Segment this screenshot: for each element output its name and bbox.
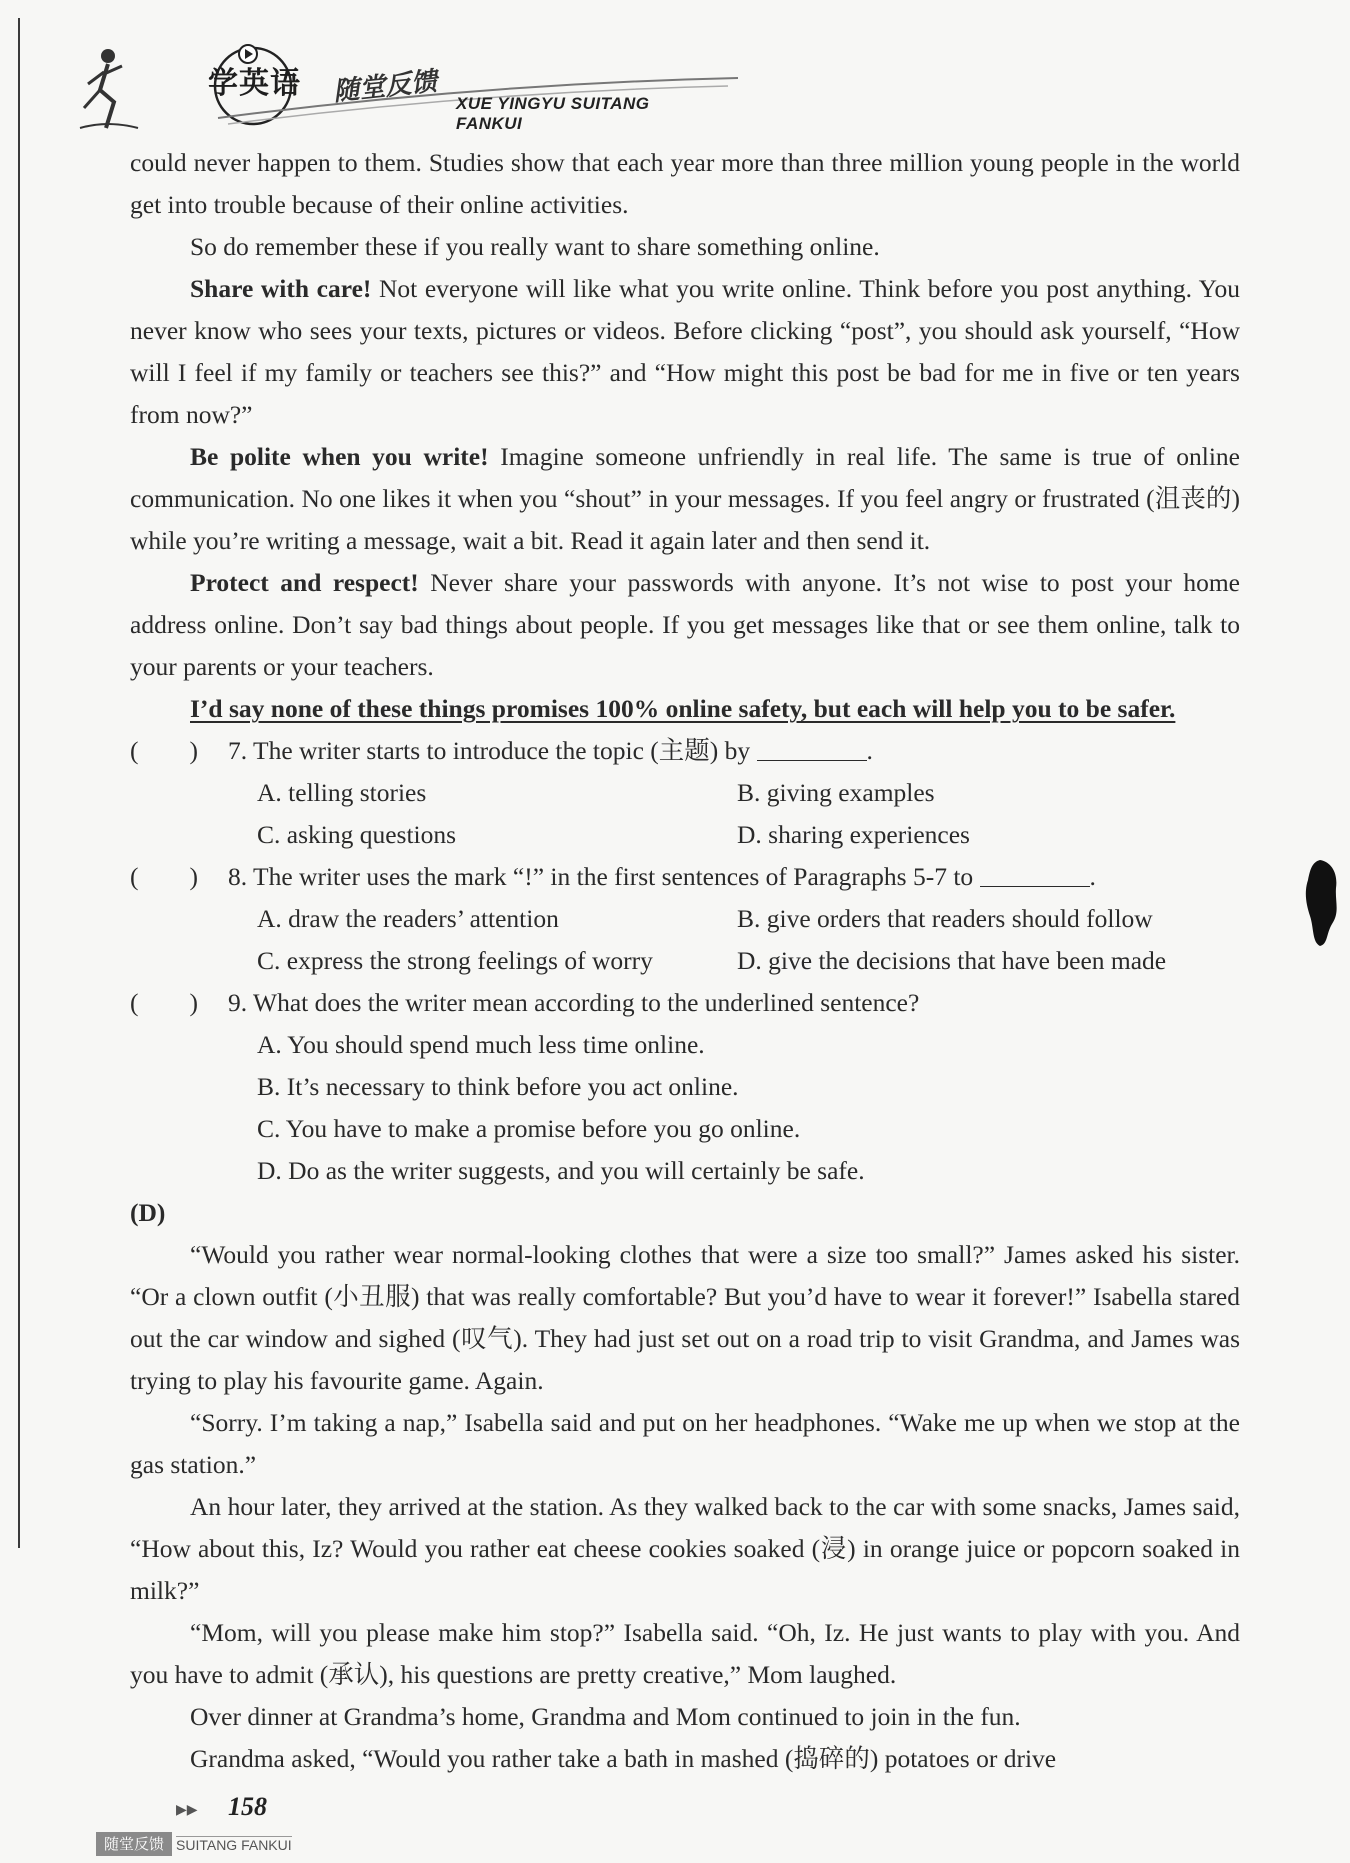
header-title-zh: 学英语 <box>208 66 301 101</box>
answer-bracket: ( ) <box>130 736 198 765</box>
page-number: 158 <box>228 1792 267 1821</box>
option-b: B. giving examples <box>737 778 935 807</box>
question-8-options <box>130 898 1240 982</box>
paragraph-2: So do remember these if you really want to share something online. <box>190 232 880 261</box>
option-a: A. You should spend much less time online. <box>257 1030 705 1059</box>
binding-line <box>18 18 20 1548</box>
option-d: D. Do as the writer suggests, and you will certainly be safe. <box>257 1156 865 1185</box>
answer-blank <box>980 862 1090 887</box>
footer-band-en: SUITANG FANKUI <box>176 1837 292 1853</box>
section-d-paragraph: “Mom, will you please make him stop?” Isabella said. “Oh, Iz. He just wants to play with you. And you have to admit (承认), his questions are pretty creative,” Mom laughed. <box>130 1618 1240 1689</box>
section-d-paragraph: “Would you rather wear normal-looking clothes that were a size too small?” James asked his sister. “Or a clown outfit (小丑服) that was really comfortable? But you’d have to wear it forever!” Isabella stared out the car window and sighed (叹气). They had just set out on a road trip to visit Grandma, and James was trying to play his favourite game. Again. <box>130 1240 1240 1395</box>
question-stem-text: 8. The writer uses the mark “!” in the first sentences of Paragraphs 5-7 to <box>228 862 980 891</box>
answer-bracket: ( ) <box>130 988 198 1017</box>
header-title-zh2: 随堂反馈 <box>331 66 439 108</box>
paragraph-3-body: Not everyone will like what you write online. Think before you post anything. You never know who sees your texts, pictures or videos. Before clicking “post”, you should ask yourself, “How will I feel if my family or teachers see this?” and “How might this post be bad for me in five or ten years from now?” <box>130 274 1240 429</box>
option-b: B. It’s necessary to think before you act online. <box>257 1072 739 1101</box>
footer-band-zh: 随堂反馈 <box>96 1832 172 1856</box>
question-stem-end: . <box>1089 862 1096 891</box>
header-title-en: XUE YINGYU SUITANG FANKUI <box>456 94 650 133</box>
page-header <box>78 36 678 131</box>
question-7 <box>130 730 1240 772</box>
question-stem <box>228 856 1240 898</box>
question-8 <box>130 856 1240 898</box>
section-d-paragraph: “Sorry. I’m taking a nap,” Isabella said and put on her headphones. “Wake me up when we stop at the gas station.” <box>130 1408 1240 1479</box>
option-d: D. sharing experiences <box>737 820 970 849</box>
paragraph-5 <box>130 562 1240 688</box>
section-d-heading: (D) <box>130 1198 166 1227</box>
option-d: D. give the decisions that have been made <box>737 946 1167 975</box>
answer-blank <box>757 736 867 761</box>
answer-bracket: ( ) <box>130 862 198 891</box>
question-7-options <box>130 772 1240 856</box>
question-9 <box>130 982 1240 1024</box>
paragraph-4-heading: Be polite when you write! <box>190 442 489 471</box>
question-stem <box>228 730 1240 772</box>
section-d-paragraph: Grandma asked, “Would you rather take a bath in mashed (捣碎的) potatoes or drive <box>190 1744 1057 1773</box>
paragraph-1: could never happen to them. Studies show that each year more than three million young people in the world get into trouble because of their online activities. <box>130 148 1240 219</box>
question-stem-end: . <box>866 736 873 765</box>
paragraph-5-body: Never share your passwords with anyone. It’s not wise to post your home address online. Don’t say bad things about people. If you get messages like that or see them online, talk to your parents or your teachers. <box>130 568 1240 681</box>
option-c: C. You have to make a promise before you go online. <box>257 1114 801 1143</box>
question-stem: 9. What does the writer mean according to the underlined sentence? <box>228 988 920 1017</box>
paragraph-3-heading: Share with care! <box>190 274 372 303</box>
section-d-paragraph: An hour later, they arrived at the station. As they walked back to the car with some snacks, James said, “How about this, Iz? Would you rather eat cheese cookies soaked (浸) in orange juice or popcorn soaked in milk?” <box>130 1492 1240 1605</box>
page-footer <box>96 1792 416 1858</box>
option-c: C. express the strong feelings of worry <box>257 946 653 975</box>
paragraph-6 <box>130 688 1240 730</box>
paragraph-3 <box>130 268 1240 436</box>
option-c: C. asking questions <box>257 820 457 849</box>
paragraph-4 <box>130 436 1240 562</box>
question-stem-text: 7. The writer starts to introduce the topic (主题) by <box>228 736 757 765</box>
option-a: A. draw the readers’ attention <box>257 904 559 933</box>
option-a: A. telling stories <box>257 778 427 807</box>
runner-logo-icon <box>78 42 158 132</box>
binder-clip-mark-icon <box>1302 858 1342 948</box>
underlined-sentence: I’d say none of these things promises 100% online safety, but each will help you to be safer. <box>190 694 1176 723</box>
option-b: B. give orders that readers should follow <box>737 904 1153 933</box>
section-d-paragraph: Over dinner at Grandma’s home, Grandma and Mom continued to join in the fun. <box>190 1702 1021 1731</box>
paragraph-5-heading: Protect and respect! <box>190 568 419 597</box>
page-content <box>130 142 1240 1780</box>
page-arrow-icon: ▶▶ <box>176 1803 198 1818</box>
paragraph-4-body: Imagine someone unfriendly in real life. The same is true of online communication. No one likes it when you “shout” in your messages. If you feel angry or frustrated (沮丧的) while you’re writing a message, wait a bit. Read it again later and then send it. <box>130 442 1240 555</box>
question-9-options <box>130 1024 1240 1192</box>
